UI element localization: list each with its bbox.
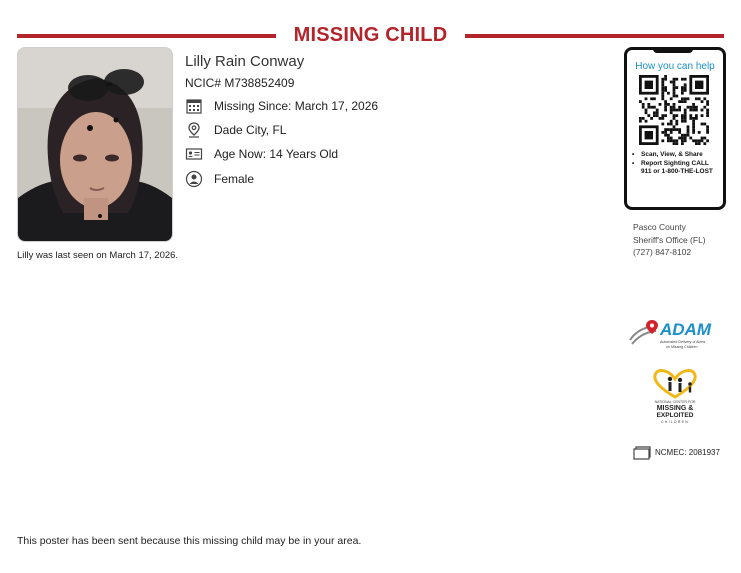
poster-title: MISSING CHILD bbox=[293, 24, 448, 46]
svg-text:Automated Delivery of Alerts: Automated Delivery of Alerts bbox=[660, 340, 706, 344]
help-item-share: • Scan, View, & Share bbox=[632, 151, 720, 159]
ncmec-logo bbox=[648, 369, 702, 427]
svg-text:NATIONAL CENTER FOR: NATIONAL CENTER FOR bbox=[654, 400, 696, 404]
footer-note: This poster has been sent because this missing child may be in your area. bbox=[17, 535, 362, 547]
qr-code-icon[interactable] bbox=[639, 75, 709, 145]
svg-text:ADAM: ADAM bbox=[660, 320, 711, 339]
person-icon bbox=[185, 170, 203, 188]
child-photo bbox=[17, 47, 173, 242]
location: Dade City, FL bbox=[214, 123, 287, 137]
last-seen-caption: Lilly was last seen on March 17, 2026. bbox=[17, 250, 179, 261]
help-title: How you can help bbox=[635, 61, 715, 72]
svg-text:MISSING &: MISSING & bbox=[656, 405, 694, 412]
svg-text:EXPLOITED: EXPLOITED bbox=[656, 412, 694, 419]
calendar-icon bbox=[185, 97, 203, 115]
help-item-report: • Report Sighting CALL 911 or 1-800-THE-LOST bbox=[632, 160, 720, 176]
phone-notch bbox=[653, 47, 693, 53]
svg-text:on Missing Children: on Missing Children bbox=[666, 345, 698, 349]
location-pin-icon bbox=[185, 121, 203, 139]
folder-icon bbox=[633, 446, 651, 460]
agency-contact bbox=[633, 221, 706, 259]
age-now: Age Now: 14 Years Old bbox=[214, 147, 339, 161]
svg-text:CHILDREN: CHILDREN bbox=[661, 420, 689, 424]
ncic-number: NCIC# M738852409 bbox=[185, 76, 295, 90]
agency-line-phone: (727) 847-8102 bbox=[633, 247, 692, 257]
agency-line-office: Sheriff's Office (FL) bbox=[633, 234, 706, 245]
adam-logo bbox=[628, 318, 720, 352]
id-card-icon bbox=[185, 145, 203, 163]
help-list bbox=[632, 151, 720, 177]
sex: Female bbox=[214, 172, 255, 186]
agency-line-county: Pasco County bbox=[633, 222, 686, 232]
ncmec-id: NCMEC: 2081937 bbox=[655, 448, 720, 457]
missing-since: Missing Since: March 17, 2026 bbox=[214, 99, 379, 113]
child-name: Lilly Rain Conway bbox=[185, 53, 305, 70]
